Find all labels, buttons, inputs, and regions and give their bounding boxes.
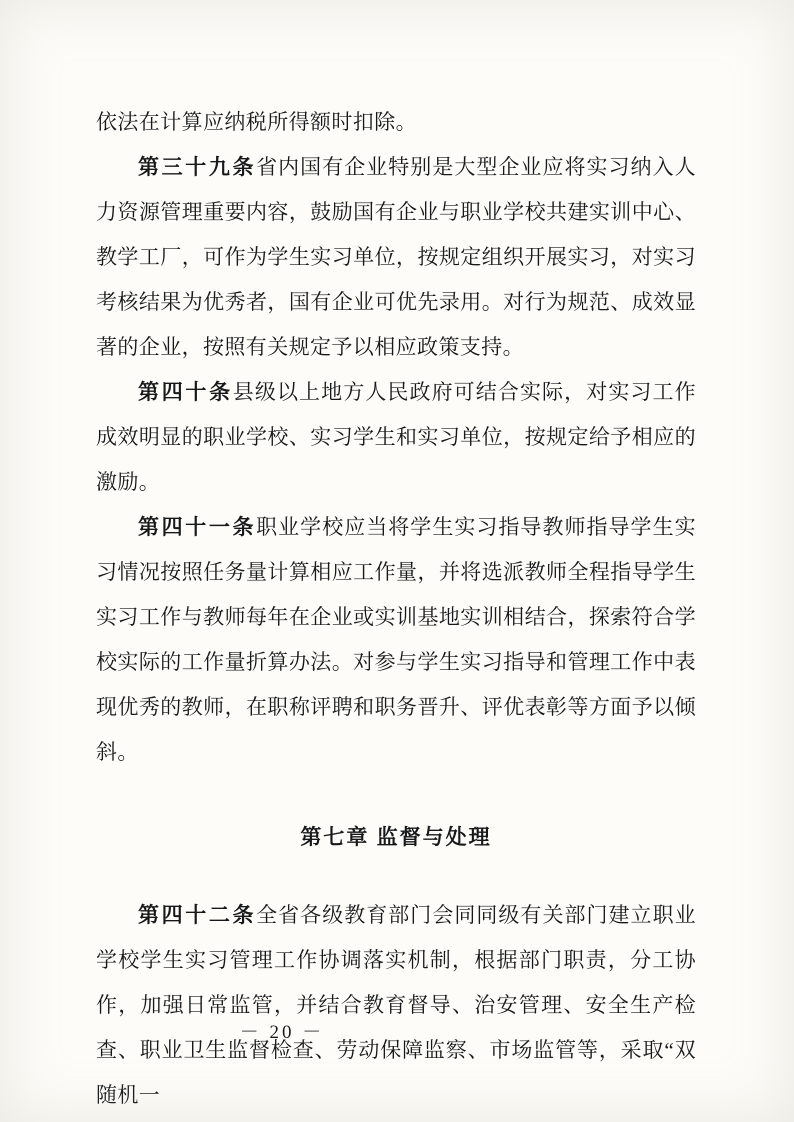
- paragraph-text: 全省各级教育部门会同同级有关部门建立职业学校学生实习管理工作协调落实机制，根据部门职责，分工协作，加强日常监管，并结合教育督导、治安管理、安全生产检查、职业卫生监督检查、劳动保障监察、市场监管等，采取“双随机一: [96, 903, 696, 1107]
- paragraph-text: 职业学校应当将学生实习指导教师指导学生实习情况按照任务量计算相应工作量，并将选派教师全程指导学生实习工作与教师每年在企业或实训基地实训相结合，探索符合学校实际的工作量折算办法。对参与学生实习指导和管理工作中表现优秀的教师，在职称评聘和职务晋升、评优表彰等方面予以倾斜。: [96, 515, 696, 764]
- article-label: 第四十条: [138, 380, 233, 404]
- article-label: 第四十一条: [138, 515, 257, 539]
- page-number: [0, 1017, 794, 1044]
- paragraph-text: 县级以上地方人民政府可结合实际，对实习工作成效明显的职业学校、实习学生和实习单位，按规定给予相应的激励。: [96, 380, 696, 494]
- document-body: [96, 100, 696, 1118]
- paragraph-continuation: [96, 100, 696, 145]
- paragraph-article-39: [96, 145, 696, 370]
- article-label: 第四十二条: [138, 903, 257, 927]
- paragraph-article-41: [96, 505, 696, 775]
- paragraph-text: 依法在计算应纳税所得额时扣除。: [96, 110, 417, 134]
- chapter-heading: 第七章 监督与处理: [300, 825, 492, 849]
- paragraph-article-40: [96, 370, 696, 505]
- article-label: 第三十九条: [138, 155, 257, 179]
- paragraph-text: 省内国有企业特别是大型企业应将实习纳入人力资源管理重要内容，鼓励国有企业与职业学校共建实训中心、教学工厂，可作为学生实习单位，按规定组织开展实习，对实习考核结果为优秀者，国有企业可优先录用。对行为规范、成效显著的企业，按照有关规定予以相应政策支持。: [96, 155, 696, 359]
- paragraph-article-42: [96, 893, 696, 1118]
- page-number-text: － 20 －: [239, 1022, 325, 1043]
